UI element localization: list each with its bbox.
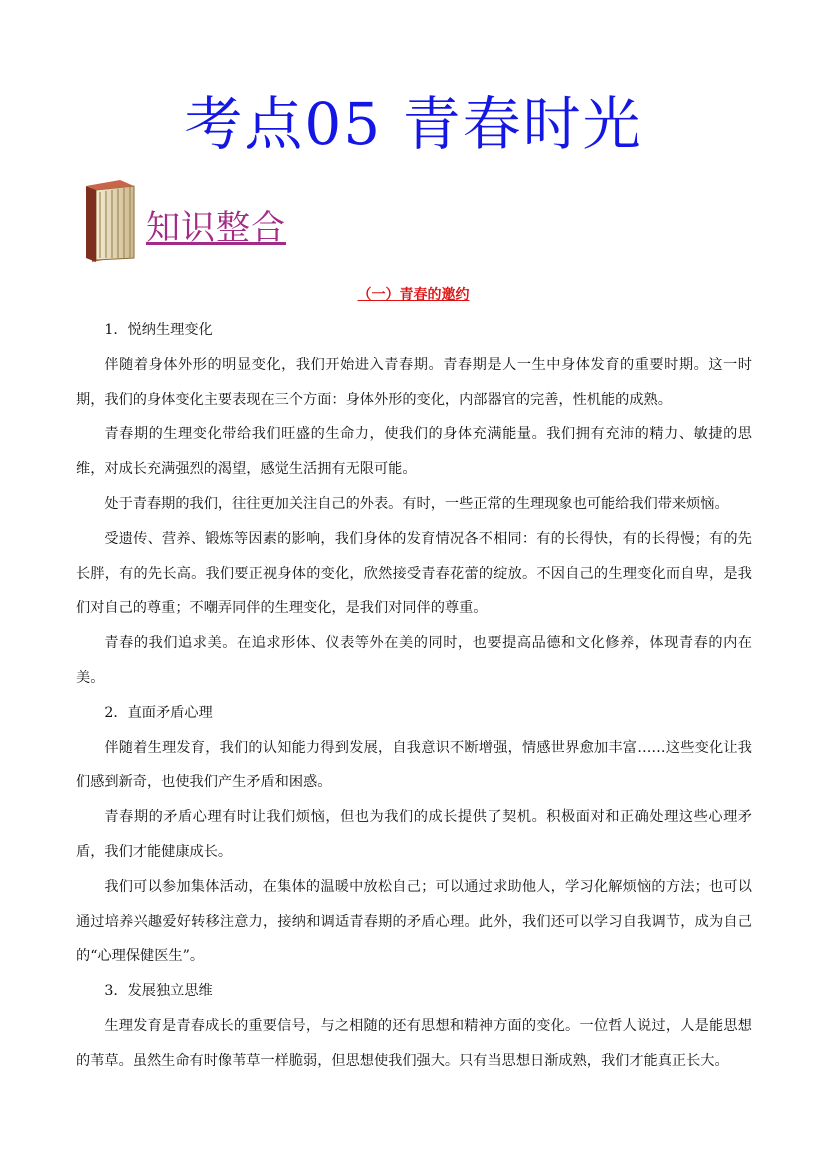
page-title: 考点05 青春时光 <box>184 90 643 158</box>
book-icon <box>84 180 140 264</box>
paragraph: 青春期的矛盾心理有时让我们烦恼，但也为我们的成长提供了契机。积极面对和正确处理这些心理矛盾，我们才能健康成长。 <box>76 809 752 860</box>
section-heading: 知识整合 <box>146 208 286 248</box>
item-heading: 2．直面矛盾心理 <box>104 704 213 721</box>
item-heading: 3．发展独立思维 <box>104 983 213 1000</box>
paragraph: 伴随着身体外形的明显变化，我们开始进入青春期。青春期是人一生中身体发育的重要时期。这一时期，我们的身体变化主要表现在三个方面：身体外形的变化，内部器官的完善，性机能的成熟。 <box>76 356 752 408</box>
paragraph: 我们可以参加集体活动，在集体的温暖中放松自己；可以通过求助他人，学习化解烦恼的方法；也可以通过培养兴趣爱好转移注意力，接纳和调适青春期的矛盾心理。此外，我们还可以学习自我调节，成为自己的“心理保健医生”。 <box>76 878 752 965</box>
paragraph: 伴随着生理发育，我们的认知能力得到发展，自我意识不断增强，情感世界愈加丰富……这些变化让我们感到新奇，也使我们产生矛盾和困惑。 <box>76 739 752 791</box>
content-body <box>76 313 752 1079</box>
paragraph: 青春的我们追求美。在追求形体、仪表等外在美的同时，也要提高品德和文化修养，体现青春的内在美。 <box>76 635 752 686</box>
item-heading: 1．悦纳生理变化 <box>104 322 213 338</box>
subheading: （一）青春的邀约 <box>357 287 470 303</box>
paragraph: 受遗传、营养、锻炼等因素的影响，我们身体的发育情况各不相同：有的长得快，有的长得慢；有的先长胖，有的先长高。我们要正视身体的变化，欣然接受青春花蕾的绽放。不因自己的生理变化而自卑，是我们对自己的尊重；不嘲弄同伴的生理变化，是我们对同伴的尊重。 <box>76 530 752 617</box>
paragraph: 青春期的生理变化带给我们旺盛的生命力，使我们的身体充满能量。我们拥有充沛的精力、敏捷的思维，对成长充满强烈的渴望，感觉生活拥有无限可能。 <box>76 426 752 478</box>
paragraph: 处于青春期的我们，往往更加关注自己的外表。有时，一些正常的生理现象也可能给我们带来烦恼。 <box>104 495 729 512</box>
paragraph: 生理发育是青春成长的重要信号，与之相随的还有思想和精神方面的变化。一位哲人说过，人是能思想的苇草。虽然生命有时像苇草一样脆弱，但思想使我们强大。只有当思想日渐成熟，我们才能真正长大。 <box>76 1017 752 1069</box>
